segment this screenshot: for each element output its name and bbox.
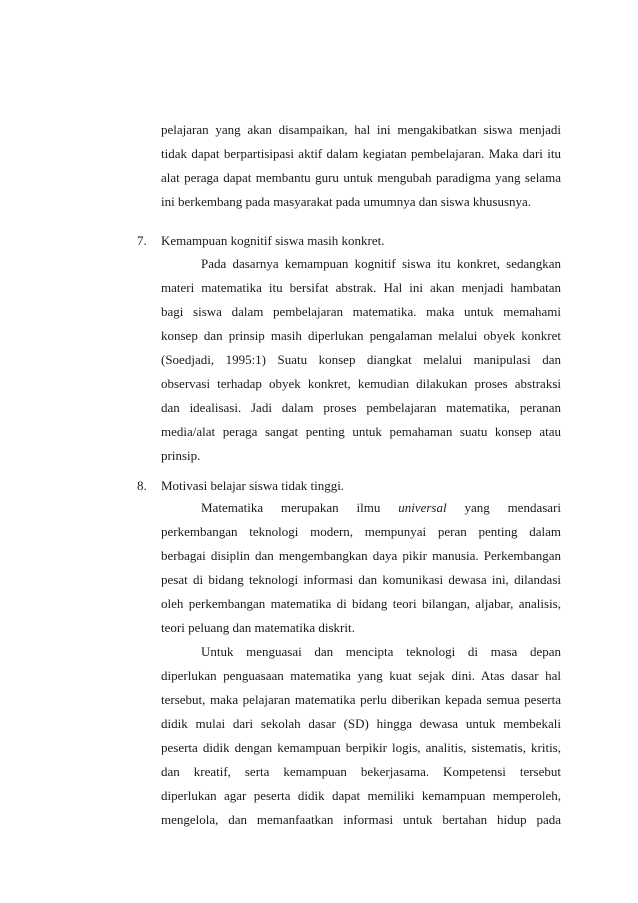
paragraph-line: teori peluang dan matematika diskrit. bbox=[161, 620, 355, 635]
paragraph-line: Untuk menguasai dan mencipta teknologi di masa depan bbox=[201, 644, 561, 659]
paragraph-line: bagi siswa dalam pembelajaran matematika. maka untuk memahami bbox=[161, 304, 561, 319]
paragraph-line: tidak dapat berpartisipasi aktif dalam kegiatan pembelajaran. Maka dari itu bbox=[161, 146, 561, 161]
paragraph-line bbox=[161, 496, 561, 520]
italic-term: universal bbox=[398, 500, 447, 515]
paragraph-line: prinsip. bbox=[161, 448, 201, 463]
paragraph-line: ini berkembang pada masyarakat pada umumnya dan siswa khususnya. bbox=[161, 194, 532, 209]
paragraph-line: media/alat peraga sangat penting untuk pemahaman suatu konsep atau bbox=[161, 424, 561, 439]
list-item-title: Kemampuan kognitif siswa masih konkret. bbox=[161, 233, 385, 248]
list-item-number: 8. bbox=[137, 478, 147, 493]
paragraph-line: diperlukan penguasaan matematika yang kuat sejak dini. Atas dasar hal bbox=[161, 668, 561, 683]
paragraph-line: dan idealisasi. Jadi dalam proses pembelajaran matematika, peranan bbox=[161, 400, 561, 415]
text-run: yang mendasari bbox=[464, 500, 561, 515]
list-item-7-paragraph bbox=[161, 252, 561, 468]
continuation-paragraph bbox=[161, 118, 561, 214]
paragraph-line: oleh perkembangan matematika di bidang teori bilangan, aljabar, analisis, bbox=[161, 596, 561, 611]
paragraph-line: pesat di bidang teknologi informasi dan komunikasi dewasa ini, dilandasi bbox=[161, 572, 561, 587]
list-item-number: 7. bbox=[137, 233, 147, 248]
paragraph-line: (Soedjadi, 1995:1) Suatu konsep diangkat melalui manipulasi dan bbox=[161, 352, 561, 367]
paragraph-line: materi matematika itu bersifat abstrak. Hal ini akan menjadi hambatan bbox=[161, 280, 561, 295]
list-item-7-heading bbox=[137, 229, 561, 253]
paragraph-line: diperlukan agar peserta didik dapat memiliki kemampuan memperoleh, bbox=[161, 788, 561, 803]
list-item-8-paragraph-2 bbox=[161, 640, 561, 832]
paragraph-line: pelajaran yang akan disampaikan, hal ini mengakibatkan siswa menjadi bbox=[161, 122, 561, 137]
paragraph-line: dan kreatif, serta kemampuan bekerjasama. Kompetensi tersebut bbox=[161, 764, 561, 779]
paragraph-line: perkembangan teknologi modern, mempunyai peran penting dalam bbox=[161, 524, 561, 539]
paragraph-line: alat peraga dapat membantu guru untuk mengubah paradigma yang selama bbox=[161, 170, 561, 185]
paragraph-line: tersebut, maka pelajaran matematika perlu diberikan kepada semua peserta bbox=[161, 692, 561, 707]
list-item-8-paragraph-1 bbox=[161, 496, 561, 640]
list-item-title: Motivasi belajar siswa tidak tinggi. bbox=[161, 478, 345, 493]
list-item-8-heading bbox=[137, 474, 561, 498]
paragraph-line: observasi terhadap obyek konkret, kemudian dilakukan proses abstraksi bbox=[161, 376, 561, 391]
paragraph-line: didik mulai dari sekolah dasar (SD) hingga dewasa untuk membekali bbox=[161, 716, 561, 731]
paragraph-line: peserta didik dengan kemampuan berpikir logis, analitis, sistematis, kritis, bbox=[161, 740, 561, 755]
paragraph-line: Pada dasarnya kemampuan kognitif siswa itu konkret, sedangkan bbox=[201, 256, 561, 271]
paragraph-line: konsep dan prinsip masih diperlukan pengalaman melalui obyek konkret bbox=[161, 328, 561, 343]
paragraph-line: berbagai disiplin dan mengembangkan daya pikir manusia. Perkembangan bbox=[161, 548, 561, 563]
text-run: Matematika merupakan ilmu bbox=[201, 500, 381, 515]
paragraph-line: mengelola, dan memanfaatkan informasi untuk bertahan hidup pada bbox=[161, 812, 561, 827]
